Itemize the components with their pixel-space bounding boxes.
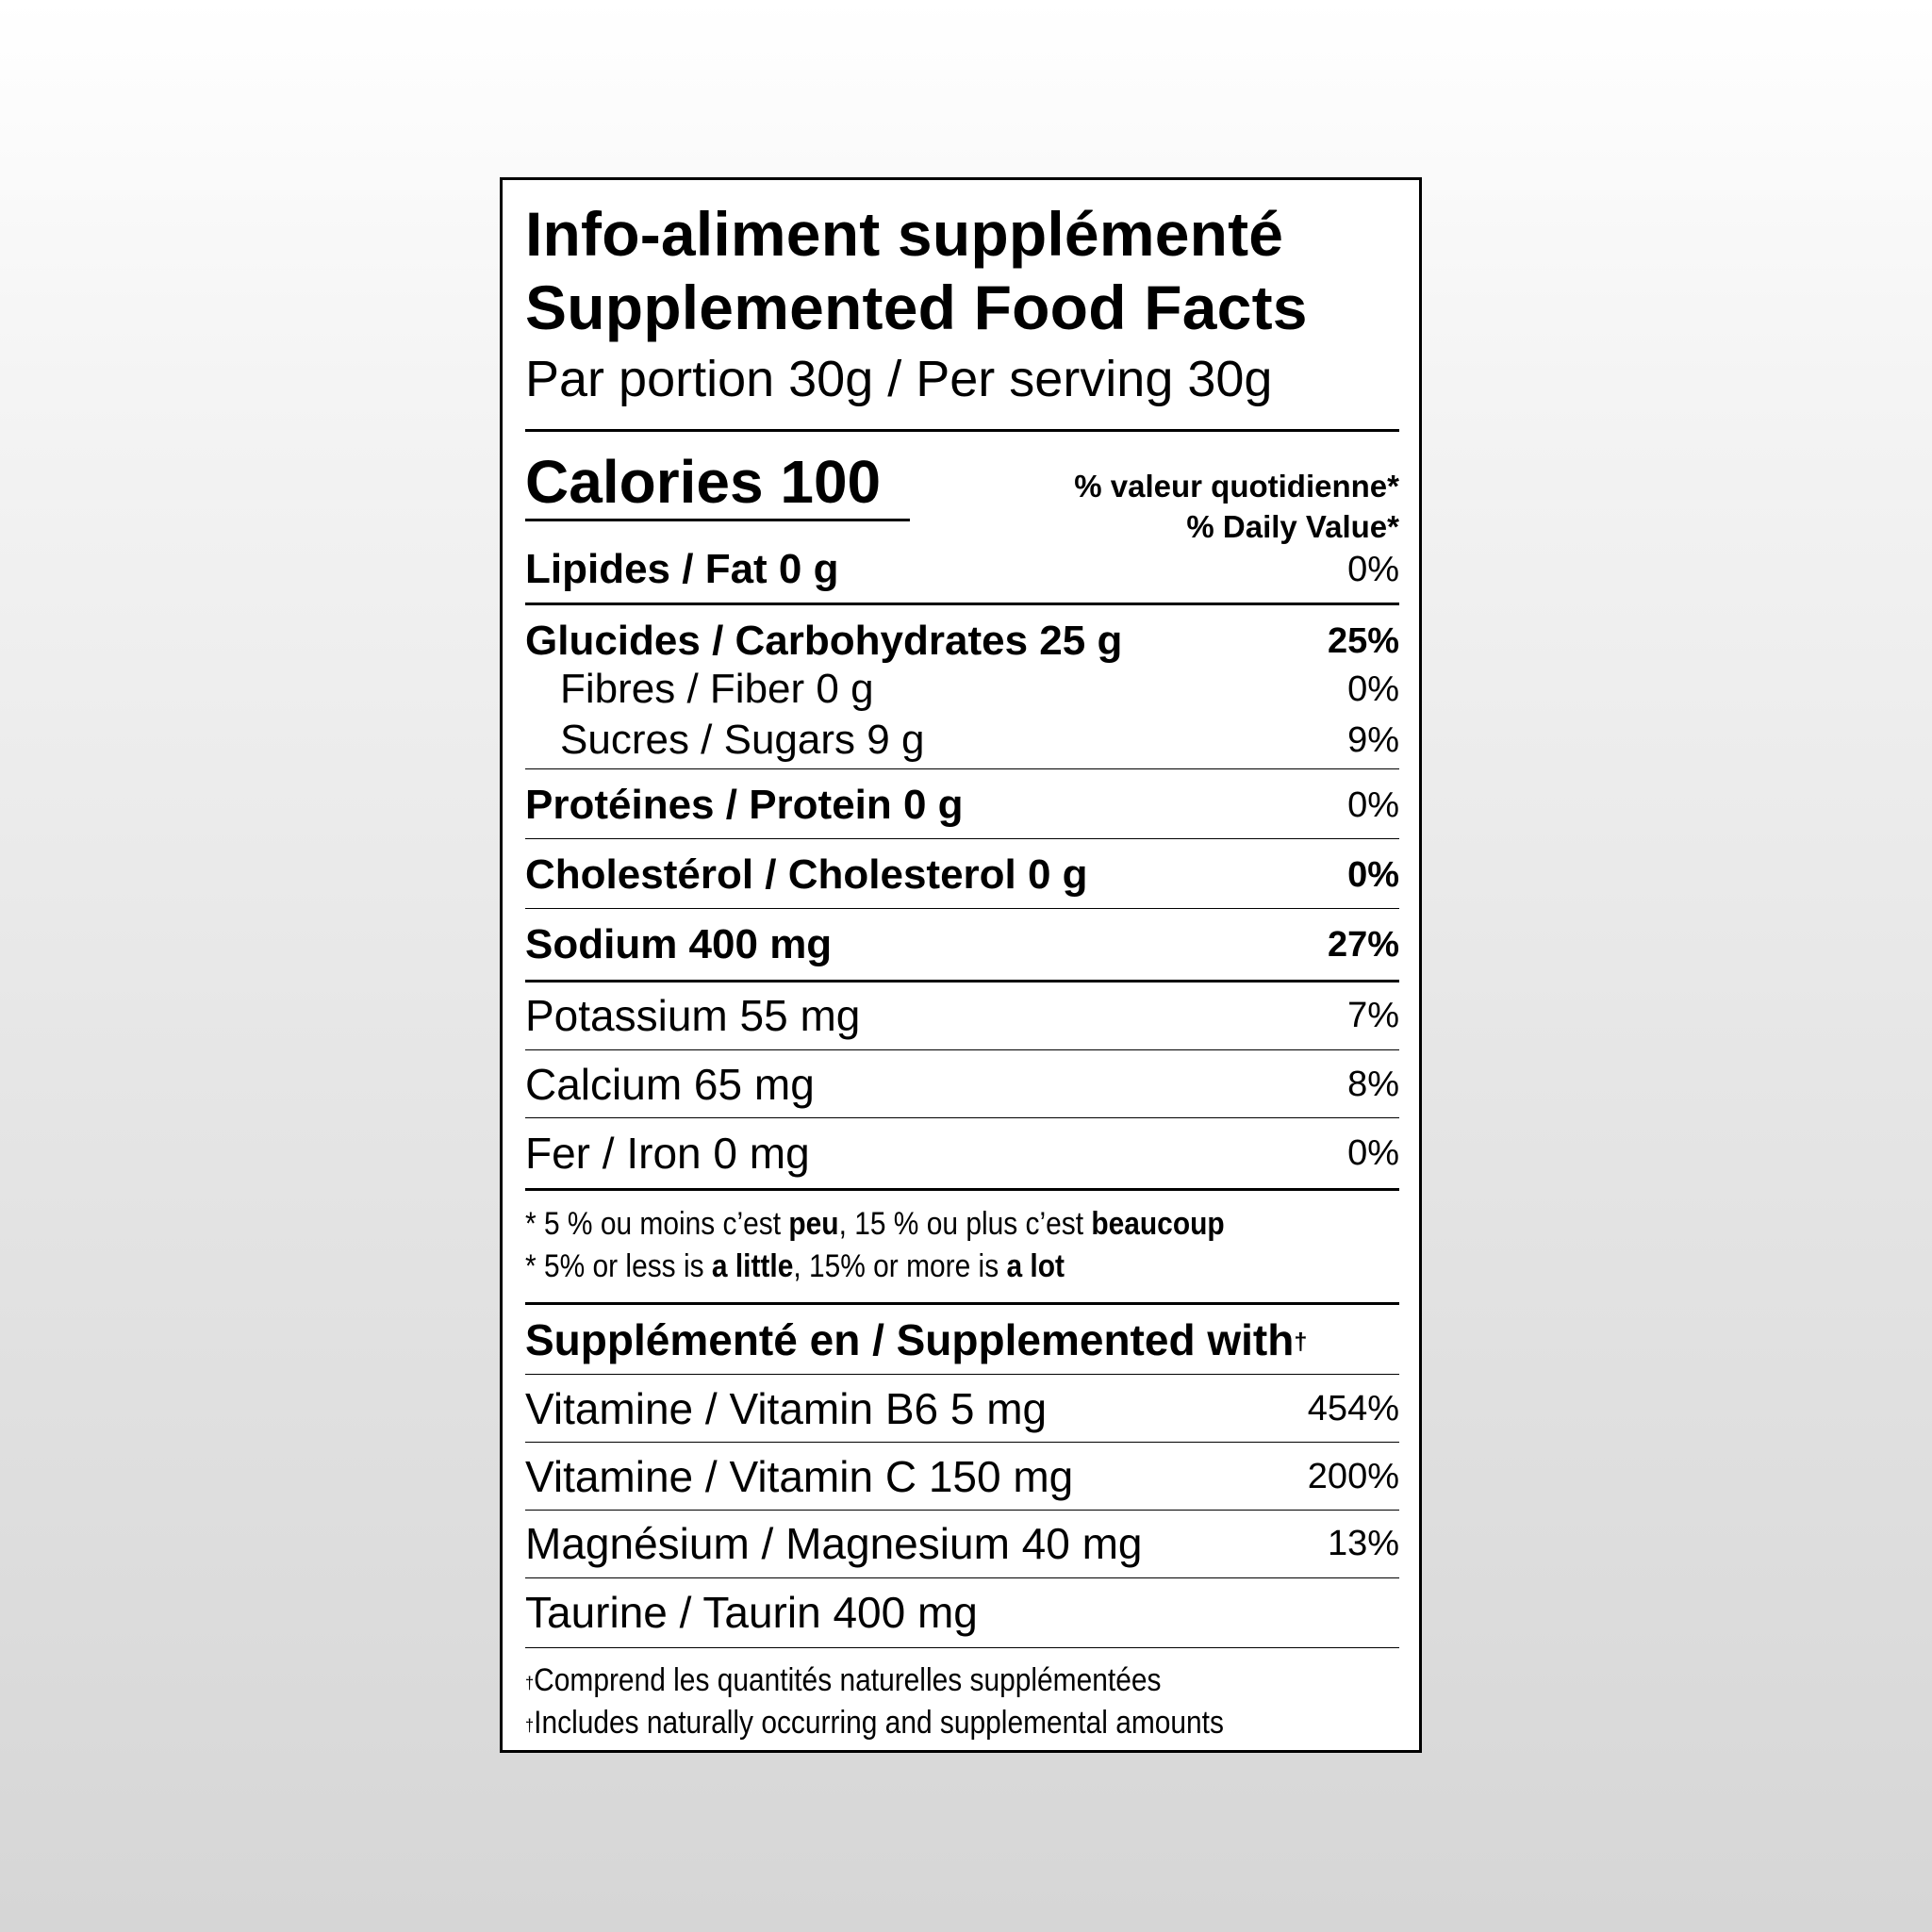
footnote-text: * 5 % ou moins c’est — [525, 1206, 789, 1242]
supplement-pct: 200% — [1307, 1457, 1399, 1496]
nutrient-label: Potassium 55 mg — [525, 991, 861, 1040]
dagger-mark: † — [525, 1673, 535, 1693]
daily-value-footnote — [525, 1191, 1399, 1299]
nutrient-row-potassium — [525, 983, 1399, 1045]
supplement-label: Taurine / Taurin 400 mg — [525, 1588, 978, 1637]
daily-value-header-fr: % valeur quotidienne* — [1074, 469, 1399, 504]
nutrient-row-sugars — [525, 713, 1399, 764]
footnote-text: , 15 % ou plus c’est — [838, 1206, 1092, 1242]
title-english: Supplemented Food Facts — [525, 272, 1308, 342]
supplemented-header — [525, 1305, 1399, 1367]
nutrient-row-carbohydrates — [525, 611, 1399, 666]
supplement-row-magnesium — [525, 1511, 1399, 1573]
nutrient-pct: 0% — [1347, 550, 1399, 589]
nutrient-row-fiber — [525, 666, 1399, 713]
nutrient-pct: 9% — [1347, 720, 1399, 760]
supplement-row-vitamin-c — [525, 1443, 1399, 1505]
nutrient-label: Protéines / Protein 0 g — [525, 782, 964, 828]
nutrient-row-protein — [525, 769, 1399, 834]
nutrient-label: Calcium 65 mg — [525, 1060, 815, 1109]
footnote-emphasis: a little — [711, 1248, 794, 1284]
dagger-note-english — [525, 1702, 1295, 1744]
nutrient-label: Fibres / Fiber 0 g — [560, 666, 874, 712]
supplement-label: Magnésium / Magnesium 40 mg — [525, 1519, 1143, 1568]
footnote-emphasis: peu — [788, 1206, 839, 1242]
dagger-note-text: Includes naturally occurring and supplemental amounts — [534, 1705, 1224, 1741]
footnote-text: * 5% or less is — [525, 1248, 712, 1284]
nutrient-label: Sucres / Sugars 9 g — [560, 717, 925, 763]
supplement-row-taurine — [525, 1578, 1399, 1643]
nutrient-pct: 27% — [1327, 925, 1399, 965]
daily-value-header — [1074, 466, 1399, 547]
title-french: Info-aliment supplémenté — [525, 199, 1284, 269]
supplemented-header-text: Supplémenté en / Supplemented with — [525, 1315, 1295, 1364]
divider — [525, 603, 1399, 605]
nutrient-pct: 7% — [1347, 996, 1399, 1035]
nutrient-label: Glucides / Carbohydrates 25 g — [525, 618, 1123, 664]
dagger-mark: † — [1294, 1329, 1308, 1355]
nutrient-row-cholesterol — [525, 839, 1399, 903]
footnote-emphasis: a lot — [1006, 1248, 1065, 1284]
serving-size: Par portion 30g / Per serving 30g — [525, 351, 1273, 407]
footnote-english — [525, 1246, 1295, 1288]
supplement-pct: 454% — [1307, 1389, 1399, 1428]
nutrient-pct: 0% — [1347, 669, 1399, 709]
footnote-french — [525, 1203, 1295, 1246]
dagger-footnote — [525, 1648, 1399, 1744]
footnote-text: , 15% or more is — [793, 1248, 1007, 1284]
nutrient-row-calcium — [525, 1050, 1399, 1113]
nutrient-pct: 0% — [1347, 785, 1399, 825]
dagger-note-text: Comprend les quantités naturelles supplémentées — [534, 1662, 1162, 1698]
nutrient-pct: 0% — [1347, 855, 1399, 895]
supplemented-food-facts-label — [500, 177, 1422, 1753]
daily-value-header-en: % Daily Value* — [1186, 509, 1399, 544]
supplement-pct: 13% — [1327, 1524, 1399, 1563]
nutrient-row-sodium — [525, 909, 1399, 973]
nutrient-label: Lipides / Fat 0 g — [525, 546, 839, 592]
supplement-label: Vitamine / Vitamin B6 5 mg — [525, 1384, 1048, 1433]
supplement-row-vitamin-b6 — [525, 1375, 1399, 1437]
supplement-label: Vitamine / Vitamin C 150 mg — [525, 1452, 1074, 1501]
calories: Calories 100 — [525, 449, 910, 521]
dagger-note-french — [525, 1660, 1295, 1702]
dagger-mark: † — [525, 1715, 535, 1735]
nutrient-pct: 8% — [1347, 1065, 1399, 1104]
nutrient-label: Fer / Iron 0 mg — [525, 1129, 810, 1178]
nutrient-row-iron — [525, 1118, 1399, 1182]
footnote-emphasis: beaucoup — [1091, 1206, 1225, 1242]
calories-block — [525, 432, 1399, 544]
nutrient-label: Sodium 400 mg — [525, 921, 833, 967]
nutrient-pct: 25% — [1327, 621, 1399, 661]
nutrient-label: Cholestérol / Cholesterol 0 g — [525, 851, 1088, 898]
nutrient-pct: 0% — [1347, 1133, 1399, 1173]
